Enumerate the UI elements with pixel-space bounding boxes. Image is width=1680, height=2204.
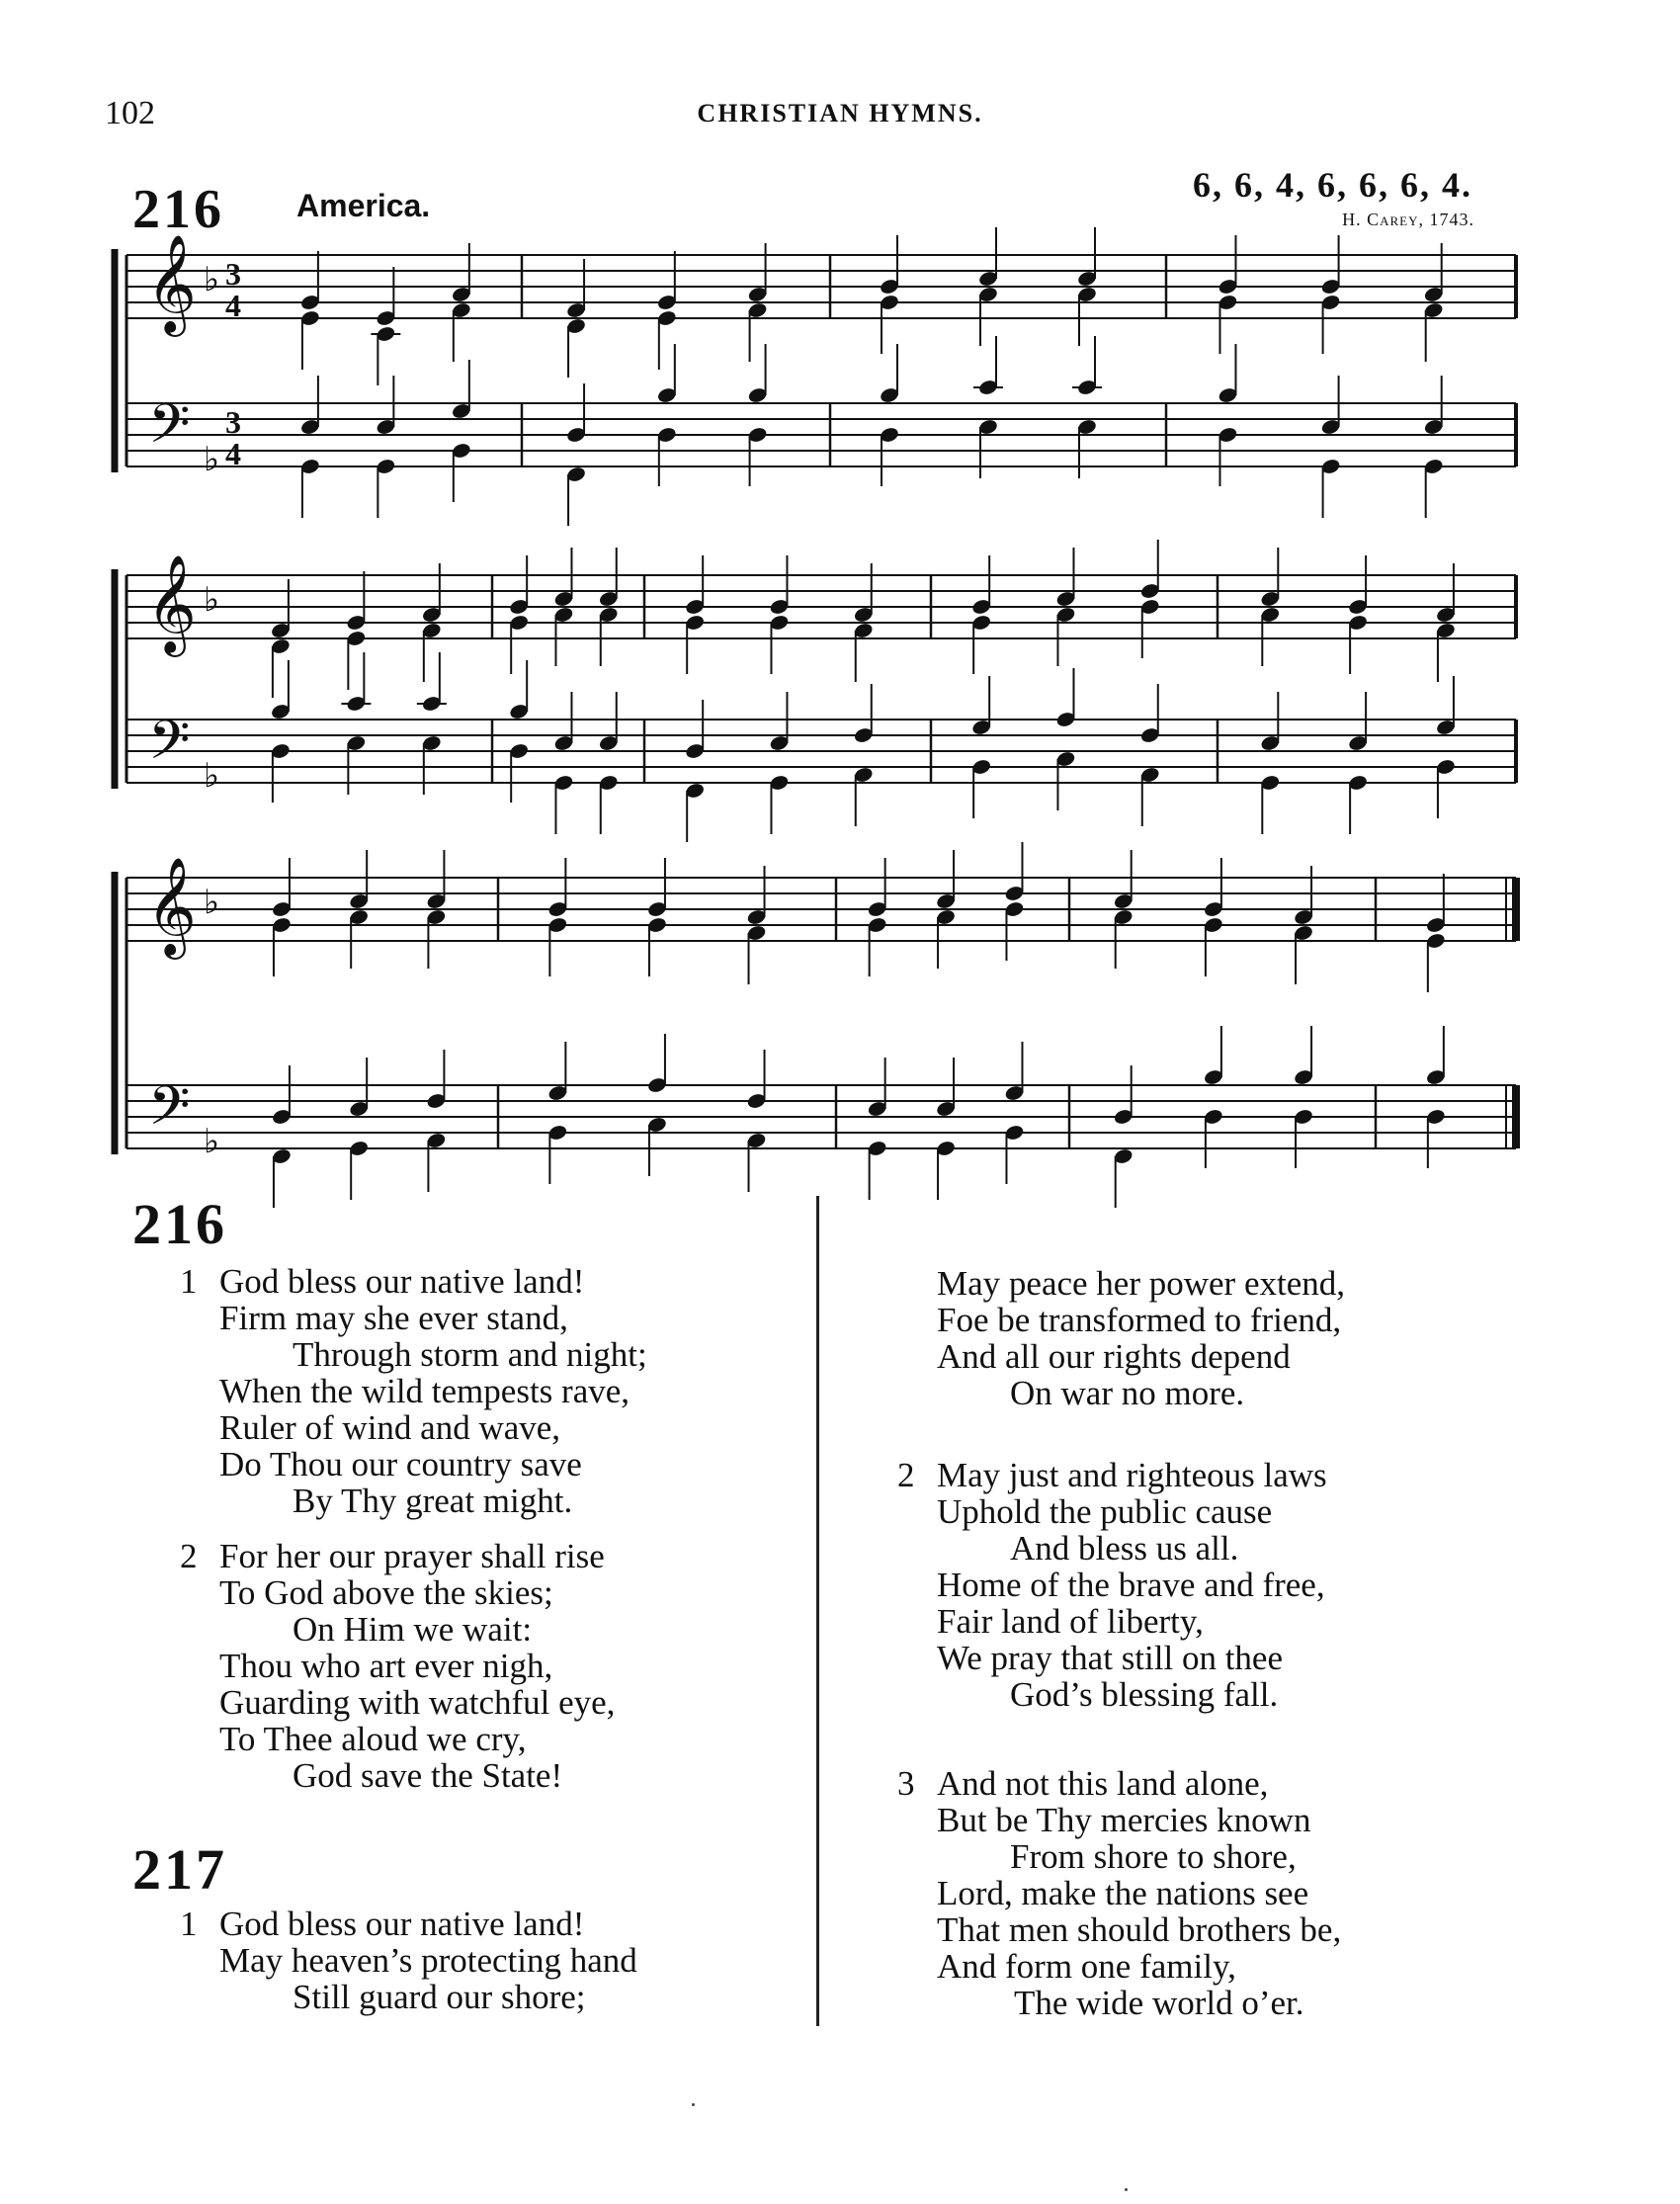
- column-divider: [816, 1196, 819, 2026]
- verse-line: And bless us all.: [1010, 1529, 1239, 1568]
- bass-clef-icon: 𝄢: [148, 392, 191, 468]
- verse-line: Uphold the public cause: [937, 1492, 1273, 1531]
- hymn-meter: 6, 6, 4, 6, 6, 6, 4.: [1193, 165, 1472, 205]
- verse-number: 3: [897, 1764, 915, 1803]
- verse-line: 3 And not this land alone,: [897, 1764, 1269, 1803]
- treble-clef-icon: 𝄞: [146, 857, 197, 956]
- verse-line: Thou who art ever nigh,: [219, 1647, 553, 1685]
- treble-clef-icon: 𝄞: [146, 554, 197, 653]
- verse-line: To Thee aloud we cry,: [219, 1720, 527, 1758]
- tune-name: America.: [296, 188, 431, 223]
- verse-line: From shore to shore,: [1010, 1837, 1297, 1876]
- verse-line: Firm may she ever stand,: [219, 1299, 568, 1337]
- print-speck: [1125, 2188, 1128, 2191]
- hymn-216-verse-2: [180, 1538, 615, 1794]
- flat-icon: ♭: [204, 260, 220, 299]
- verse-number: 1: [180, 1905, 198, 1943]
- verse-line: Through storm and night;: [293, 1335, 647, 1374]
- hymn-216-number: 216: [132, 1192, 227, 1256]
- verse-line: On war no more.: [1010, 1374, 1245, 1412]
- verse-line: Foe be transformed to friend,: [937, 1301, 1342, 1339]
- verse-line: God save the State!: [293, 1756, 563, 1795]
- verse-line: When the wild tempests rave,: [219, 1372, 630, 1410]
- time-signature-top: 3: [225, 404, 241, 440]
- verse-line: God’s blessing fall.: [1010, 1675, 1279, 1714]
- print-speck: [692, 2103, 695, 2106]
- flat-icon: ♭: [204, 1122, 220, 1161]
- verse-line: Fair land of liberty,: [937, 1602, 1204, 1641]
- time-signature-bottom: 4: [225, 288, 241, 323]
- verse-line: And form one family,: [937, 1947, 1236, 1986]
- time-signature-top: 3: [225, 256, 241, 292]
- verse-line: By Thy great might.: [293, 1482, 573, 1520]
- verse-line: The wide world o’er.: [1014, 1984, 1304, 2022]
- time-signature-bottom: 4: [225, 436, 241, 471]
- hymn-217-number: 217: [132, 1837, 227, 1902]
- flat-icon: ♭: [204, 580, 220, 620]
- treble-clef-icon: 𝄞: [146, 234, 197, 333]
- verse-line: Lord, make the nations see: [937, 1874, 1309, 1912]
- hymn-217-verse-1-continued: [937, 1265, 1345, 1411]
- page-number: 102: [105, 95, 155, 131]
- verse-line: To God above the skies;: [219, 1573, 553, 1612]
- verse-number: 2: [897, 1456, 915, 1494]
- hymn-217-verse-2: [897, 1457, 1327, 1713]
- verse-line: 2 For her our prayer shall rise: [180, 1537, 605, 1575]
- verse-line: Guarding with watchful eye,: [219, 1683, 616, 1722]
- bass-clef-icon: 𝄢: [148, 1074, 191, 1150]
- verse-line: On Him we wait:: [293, 1610, 533, 1649]
- hymn-number: 216: [132, 179, 224, 240]
- verse-line: And all our rights depend: [937, 1337, 1291, 1376]
- verse-line: 2 May just and righteous laws: [897, 1456, 1327, 1494]
- verse-line: 1 God bless our native land!: [180, 1905, 585, 1943]
- verse-line: Ruler of wind and wave,: [219, 1408, 561, 1447]
- running-title: CHRISTIAN HYMNS.: [697, 99, 983, 127]
- verse-line: Still guard our shore;: [293, 1978, 586, 2016]
- verse-line: Do Thou our country save: [219, 1445, 582, 1483]
- verse-number: 2: [180, 1537, 198, 1575]
- flat-icon: ♭: [204, 440, 220, 479]
- verse-number: 1: [180, 1262, 198, 1301]
- verse-line: We pray that still on thee: [937, 1639, 1283, 1677]
- verse-line: 1 God bless our native land!: [180, 1262, 585, 1301]
- verse-line: May heaven’s protecting hand: [219, 1941, 637, 1980]
- hymn-217-verse-3: [897, 1765, 1341, 2021]
- hymn-216-verse-1: [180, 1263, 647, 1519]
- bass-clef-icon: 𝄢: [148, 709, 191, 785]
- verse-line: Home of the brave and free,: [937, 1566, 1325, 1604]
- composer-text: H. Carey, 1743.: [1342, 210, 1474, 229]
- hymn-217-verse-1: [180, 1906, 637, 2015]
- flat-icon: ♭: [204, 883, 220, 922]
- flat-icon: ♭: [204, 756, 220, 796]
- verse-line: That men should brothers be,: [937, 1910, 1342, 1949]
- verse-line: May peace her power extend,: [937, 1264, 1345, 1303]
- verse-line: But be Thy mercies known: [937, 1801, 1311, 1839]
